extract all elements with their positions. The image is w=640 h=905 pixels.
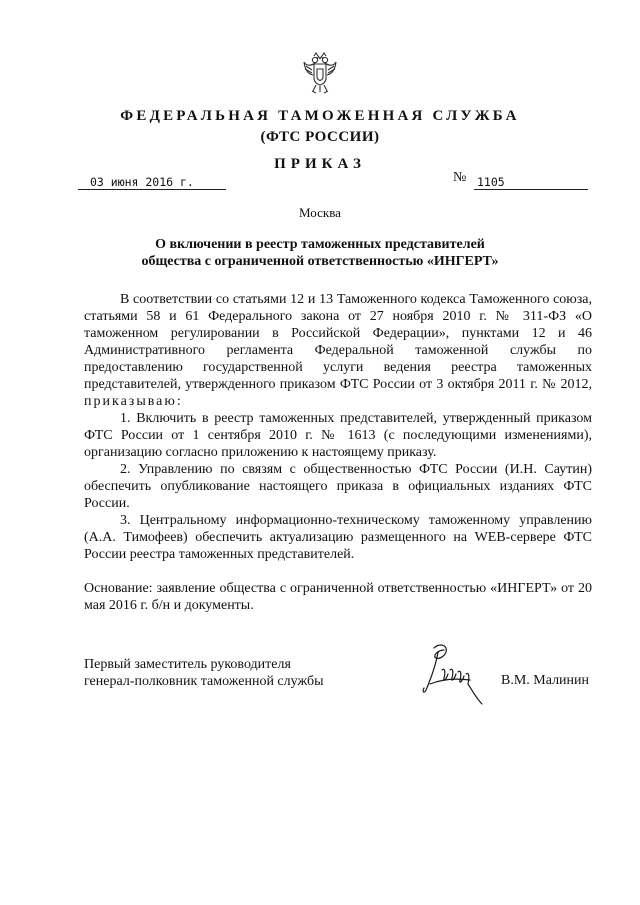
subject-line-2: общества с ограниченной ответственностью «ИНГЕРТ» <box>141 254 499 269</box>
signer-name: В.М. Малинин <box>501 673 590 688</box>
order-number: 1105 <box>477 175 505 189</box>
agency-short-name: (ФТС РОССИИ) <box>260 129 380 145</box>
signer-position-line-1: Первый заместитель руководителя <box>84 657 291 672</box>
agency-name: ФЕДЕРАЛЬНАЯ ТАМОЖЕННАЯ СЛУЖБА <box>120 108 520 124</box>
order-date: 03 июня 2016 г. <box>90 175 194 189</box>
order-number-field <box>474 175 588 190</box>
signer-position-line-2: генерал-полковник таможенной службы <box>84 674 324 689</box>
number-sign: № <box>453 170 467 185</box>
subject-line-1: О включении в реестр таможенных представителей <box>155 237 485 252</box>
order-item-1: 1. Включить в реестр таможенных представителей, утвержденный приказом ФТС России от 1 сентября 2010 г. № 1613 (с последующими изменениями), организацию согласно приложению к настоящему приказу. <box>84 411 592 460</box>
order-body <box>84 291 592 614</box>
command-word: приказываю: <box>84 394 183 409</box>
document-type: ПРИКАЗ <box>274 156 366 172</box>
city: Москва <box>299 205 341 220</box>
double-headed-eagle-emblem-icon <box>302 52 338 94</box>
order-date-field <box>78 175 226 190</box>
order-item-3: 3. Центральному информационно-техническому таможенному управлению (А.А. Тимофеев) обеспечить актуализацию размещенного на WEB-сервере ФТС России реестра таможенных представителей. <box>84 513 592 562</box>
basis-paragraph: Основание: заявление общества с ограниченной ответственностью «ИНГЕРТ» от 20 мая 2016 г. б/н и документы. <box>84 581 592 613</box>
order-subject <box>0 236 640 270</box>
order-item-2: 2. Управлению по связям с общественностью ФТС России (И.Н. Саутин) обеспечить опубликование настоящего приказа в официальных изданиях ФТС России. <box>84 462 592 511</box>
handwritten-signature-icon <box>420 640 500 706</box>
signer-position <box>84 656 323 690</box>
preamble-paragraph <box>84 291 592 410</box>
preamble-text: В соответствии со статьями 12 и 13 Таможенного кодекса Таможенного союза, статьями 58 и 61 Федерального закона от 27 ноября 2010 г. № 311-ФЗ «О таможенном регулировании в Российской Федерации», пунктами 12 и 46 Административного регламента Федеральной таможенной службы по предоставлению государственной услуги ведения реестра таможенных представителей, утвержденного приказом ФТС России от 3 октября 2011 г. № 2012, <box>84 292 592 392</box>
